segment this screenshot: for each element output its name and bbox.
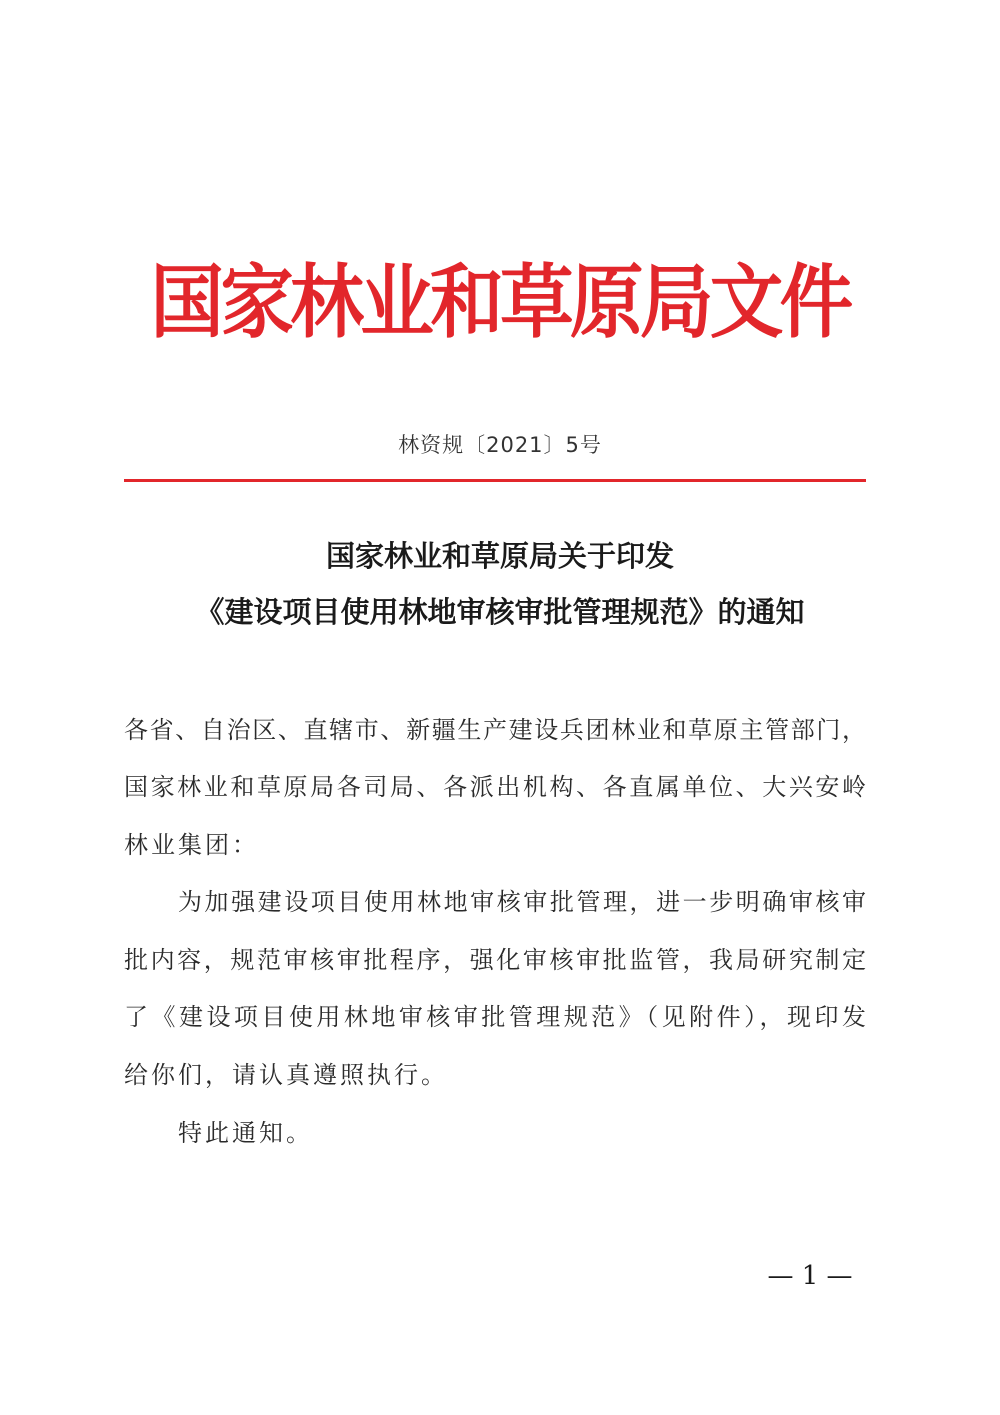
notice-title-line-1: 国家林业和草原局关于印发 [325,539,674,573]
addressee-line-1: 各省、自治区、直辖市、新疆生产建设兵团林业和草原主管部门， [124,716,866,744]
issuer-header: 国家林业和草原局文件 [150,256,850,349]
body-line-2: 批内容，规范审核审批程序，强化审核审批监管，我局研究制定 [124,946,866,974]
document-number: 林资规〔2021〕5号 [398,433,602,457]
notice-title-line-2: 《建设项目使用林地审核审批管理规范》的通知 [195,595,805,629]
body-line-3: 了《建设项目使用林地审核审批管理规范》（见附件），现印发 [124,1003,866,1031]
page-number: — 1 — [767,1261,853,1291]
addressee-line-2: 国家林业和草原局各司局、各派出机构、各直属单位、大兴安岭 [124,773,866,801]
closing-text: 特此通知。 [178,1119,313,1147]
body-line-4: 给你们，请认真遵照执行。 [124,1061,448,1089]
addressee-line-3: 林业集团： [124,831,259,859]
body-line-1: 为加强建设项目使用林地审核审批管理，进一步明确审核审 [178,888,866,916]
red-divider-line [124,479,866,482]
